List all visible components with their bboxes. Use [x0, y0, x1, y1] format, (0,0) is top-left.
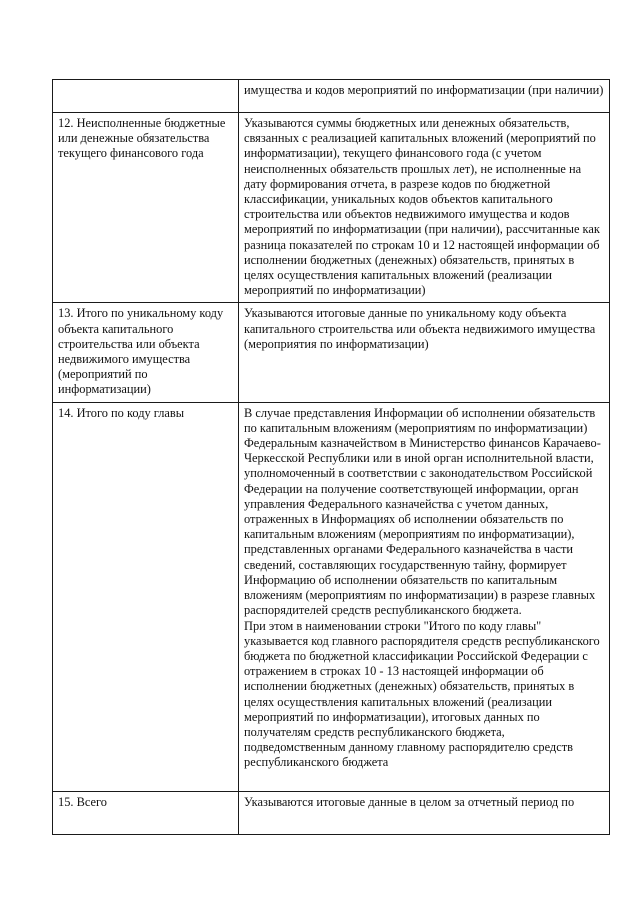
row-description-cell — [239, 402, 610, 791]
instructions-table — [52, 79, 610, 835]
table-row — [53, 113, 610, 303]
row-description-cell: имущества и кодов мероприятий по информатизации (при наличии) — [239, 80, 610, 113]
table-row — [53, 80, 610, 113]
document-page — [52, 79, 608, 835]
description-paragraph: В случае представления Информации об исполнении обязательств по капитальным вложениям (мероприятиям по информатизации) Федеральным казначейством в Министерство финансов Карачаево-Черкесской Республики или в иной орган исполнительной власти, уполномоченный в соответствии с законодательством Российской Федерации на получение соответствующей информации, орган управления Федерального казначейства с учетом данных, отраженных в Информациях об исполнении обязательств по капитальным вложениям (мероприятиям по информатизации), представленных органами Федерального казначейства в части сведений, составляющих государственную тайну, формирует Информацию об исполнении обязательств по капитальным вложениям (мероприятиям по информатизации) в разрезе главных распорядителей средств республиканского бюджета. — [244, 405, 601, 618]
row-name-cell: 13. Итого по уникальному коду объекта капитального строительства или объекта недвижимого имущества (мероприятий по информатизации) — [53, 303, 239, 402]
description-paragraph: При этом в наименовании строки "Итого по коду главы" указывается код главного распорядителя средств республиканского бюджета по бюджетной классификации Российской Федерации с отражением в строках 10 - 13 настоящей информации об исполнении бюджетных (денежных) обязательств, принятых в целях осуществления капитальных вложений (реализации мероприятий по информатизации), итоговых данных по получателям средств республиканского бюджета, подведомственным данному главному распорядителю средств республиканского бюджета — [244, 618, 600, 770]
row-name-cell: 15. Всего — [53, 791, 239, 834]
row-description-cell: Указываются итоговые данные в целом за отчетный период по — [239, 791, 610, 834]
row-name-cell: 14. Итого по коду главы — [53, 402, 239, 791]
table-row — [53, 402, 610, 791]
table-row — [53, 303, 610, 402]
row-name-cell — [53, 80, 239, 113]
table-row — [53, 791, 610, 834]
row-description-cell: Указываются суммы бюджетных или денежных обязательств, связанных с реализацией капитальных вложений (мероприятий по информатизации), текущего финансового года (с учетом неисполненных обязательств прошлых лет), не исполненные на дату формирования отчета, в разрезе кодов по бюджетной классификации, уникальных кодов объектов капитального строительства или объектов недвижимого имущества и кодов мероприятий по информатизации (при наличии), рассчитанные как разница показателей по строкам 10 и 12 настоящей информации об исполнении бюджетных (денежных) обязательств, принятых в целях осуществления капитальных вложений (реализации мероприятий по информатизации) — [239, 113, 610, 303]
row-name-cell: 12. Неисполненные бюджетные или денежные обязательства текущего финансового года — [53, 113, 239, 303]
row-description-cell: Указываются итоговые данные по уникальному коду объекта капитального строительства или объекта недвижимого имущества (мероприятия по информатизации) — [239, 303, 610, 402]
